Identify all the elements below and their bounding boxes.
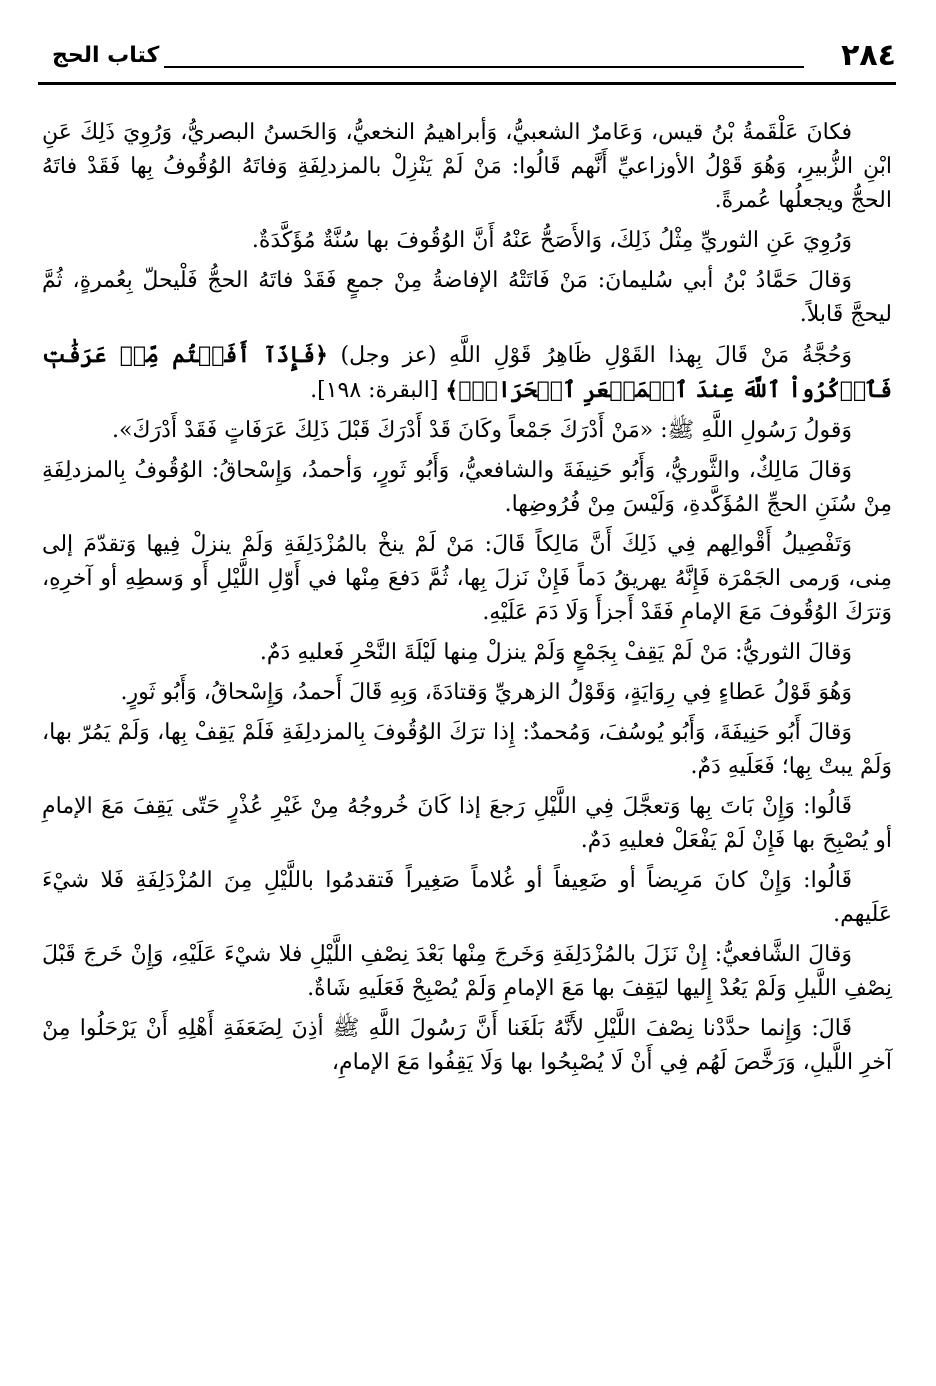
paragraph-text: وَحُجَّةُ مَنْ قَالَ بِهذا القَوْلِ ظَاهِرُ قَوْلِ اللَّهِ (عز وجل) <box>327 343 852 368</box>
paragraph <box>42 338 892 408</box>
paragraph <box>42 676 892 710</box>
paragraph <box>42 790 892 858</box>
paragraph-text: فكانَ عَلْقَمةُ بْنُ قيس، وَعَامرٌ الشعبيُّ، وَأبراهيمُ النخعيُّ، وَالحَسنُ البصريُّ، وَرُوِيَ ذَلِكَ عَنِ ابْنِ الزُّبيرِ، وَهُوَ قَوْلُ الأوزاعيِّ أَنَّهم قَالُوا: مَنْ لَمْ يَنْزِلْ بالمزدلِفَةِ وَفاتَهُ الوُقُوفُ بِها فَقَدْ فاتَهُ الحجُّ ويجعلُها عُمرةً. <box>42 120 892 213</box>
paragraph <box>42 264 892 332</box>
paragraph-text: وَهُوَ قَوْلُ عَطاءٍ فِي رِوَايَةٍ، وَقَوْلُ الزهريِّ وَقتادَةَ، وَبِهِ قَالَ أَحمدُ، وَإِسْحاقُ، وَأَبُو ثَورٍ. <box>120 680 852 705</box>
paragraph-text: وَقالَ الشَّافعيُّ: إِنْ نَزَلَ بالمُزْدَلِفَةِ وَخَرجَ مِنْها بَعْدَ نِصْفِ اللَّيْلِ فلا شيْءَ عَلَيْهِ، وَإِنْ خَرجَ قَبْلَ نِصْفِ اللَّيلِ وَلَمْ يَعُدْ إِليها ليَقِفَ بها مَعَ الإمامِ وَلَمْ يُصْبِحْ فَعَلَيهِ شَاةٌ. <box>42 942 892 1001</box>
page-number: ٢٨٤ <box>841 38 896 73</box>
paragraph-text: وَقولُ رَسُولِ اللَّهِ ﷺ: «مَنْ أَدْرَكَ جَمْعاً وكَانَ قَدْ أَدْرَكَ قَبْلَ ذَلِكَ عَرَفَاتٍ فَقَدْ أَدْرَكَ». <box>111 418 852 443</box>
paragraph <box>42 528 892 630</box>
paragraph-text: وَقالَ أَبُو حَنِيفَةَ، وَأَبُو يُوسُفَ، وَمُحمدٌ: إِذا ترَكَ الوُقُوفَ بِالمزدلِفَةِ فَلَمْ يَقِفْ بِها، وَلَمْ يَمُرّ بها، وَلَمْ يبتْ بِها؛ فَعَلَيهِ دَمٌ. <box>42 720 892 779</box>
paragraph <box>42 414 892 448</box>
paragraph <box>42 864 892 932</box>
paragraph <box>42 716 892 784</box>
body-text <box>42 116 892 1086</box>
book-title: كتاب الحج <box>52 43 160 68</box>
header-leader-line <box>164 66 804 68</box>
paragraph-text: قَالُوا: وَإِنْ بَاتَ بِها وَتعجَّلَ فِي اللَّيْلِ رَجعَ إذا كَانَ خُروجُهُ مِنْ غَيْرِ عُذْرٍ حَتّى يَقِفَ مَعَ الإمامِ أو يُصْبِحَ بها فَإِنْ لَمْ يَفْعَلْ فعليهِ دَمٌ. <box>42 794 892 853</box>
paragraph-text: قَالُوا: وَإِنْ كانَ مَرِيضاً أو ضَعِيفاً أو غُلاماً صَغِيراً فَتقدمُوا باللَّيْلِ مِنَ المُزْدَلِفَةِ فَلا شيْءَ عَلَيهم. <box>42 868 892 927</box>
paragraph <box>42 454 892 522</box>
paragraph <box>42 636 892 670</box>
page-header <box>38 30 896 90</box>
paragraph-text: قَالَ: وَإِنما حدَّدْنا نِصْفَ اللَّيْلِ لأَنَّهُ بَلَغَنا أَنَّ رَسُولَ اللَّهِ ﷺ أذِنَ لِضَعَفَةِ أَهْلِهِ أَنْ يَرْحَلُوا مِنْ آخرِ اللَّيلِ، وَرَخَّصَ لَهُم فِي أَنْ لَا يُصْبِحُوا بها وَلَا يَقِفُوا مَعَ الإمامِ، <box>42 1016 892 1075</box>
paragraph-text: وَقالَ الثوريُّ: مَنْ لَمْ يَقِفْ بِجَمْعٍ وَلَمْ ينزلْ مِنها لَيْلَةَ النَّحْرِ فَعليهِ دَمٌ. <box>259 640 852 665</box>
verse-citation: [البقرة: ١٩٨]. <box>310 378 446 403</box>
paragraph-text: وَرُوِيَ عَنِ الثوريِّ مِثْلُ ذَلِكَ، وَالأَصَحُّ عَنْهُ أَنَّ الوُقُوفَ بها سُنَّةٌ مُؤَكَّدَةٌ. <box>251 228 852 253</box>
paragraph <box>42 1012 892 1080</box>
paragraph <box>42 224 892 258</box>
paragraph <box>42 938 892 1006</box>
quran-verse: ﴿فَإِذَآ أَفَضۡتُم مِّنۡ عَرَفَٰتٖ فَٱذۡكُرُواْ ٱللَّهَ عِندَ ٱلۡمَشۡعَرِ ٱلۡحَرَامِۖ﴾ <box>42 342 892 403</box>
paragraph-text: وَتَفْصِيلُ أَقْوالِهم فِي ذَلِكَ أَنَّ مَالِكاً قَالَ: مَنْ لَمْ ينخْ بالمُزْدَلِفَةِ وَلَمْ ينزلْ فِيها وَتقدّمَ إلى مِنى، وَرمى الجَمْرَة فَإِنَّهُ يهريقُ دَماً فَإِنْ نَزلَ بِها، ثُمَّ دَفعَ مِنْها في أَوّلِ اللَّيْلِ أَو وَسطِهِ أو آخرِهِ، وَترَكَ الوُقُوفَ مَعَ الإمامِ فَقَدْ أَجزأَ وَلَا دَمَ عَلَيْهِ. <box>42 532 892 625</box>
header-rule <box>38 82 896 85</box>
paragraph-text: وَقالَ حَمَّادُ بْنُ أبي سُليمانَ: مَنْ فَاتَتْهُ الإفاضةُ مِنْ جمعٍ فَقَدْ فاتَهُ الحجُّ فَلْيحلّ بِعُمرةٍ، ثُمَّ ليحجَّ قَابلاً. <box>42 268 892 327</box>
paragraph <box>42 116 892 218</box>
paragraph-text: وَقالَ مَالِكٌ، والثَّوريُّ، وَأَبُو حَنِيفَةَ والشافعيُّ، وَأَبُو ثَورٍ، وَأحمدُ، وَإِسْحاقُ: الوُقُوفُ بِالمزدلِفَةِ مِنْ سُنَنِ الحجِّ المُؤَكَّدةِ، وَلَيْسَ مِنْ فُرُوضِها. <box>42 458 892 517</box>
